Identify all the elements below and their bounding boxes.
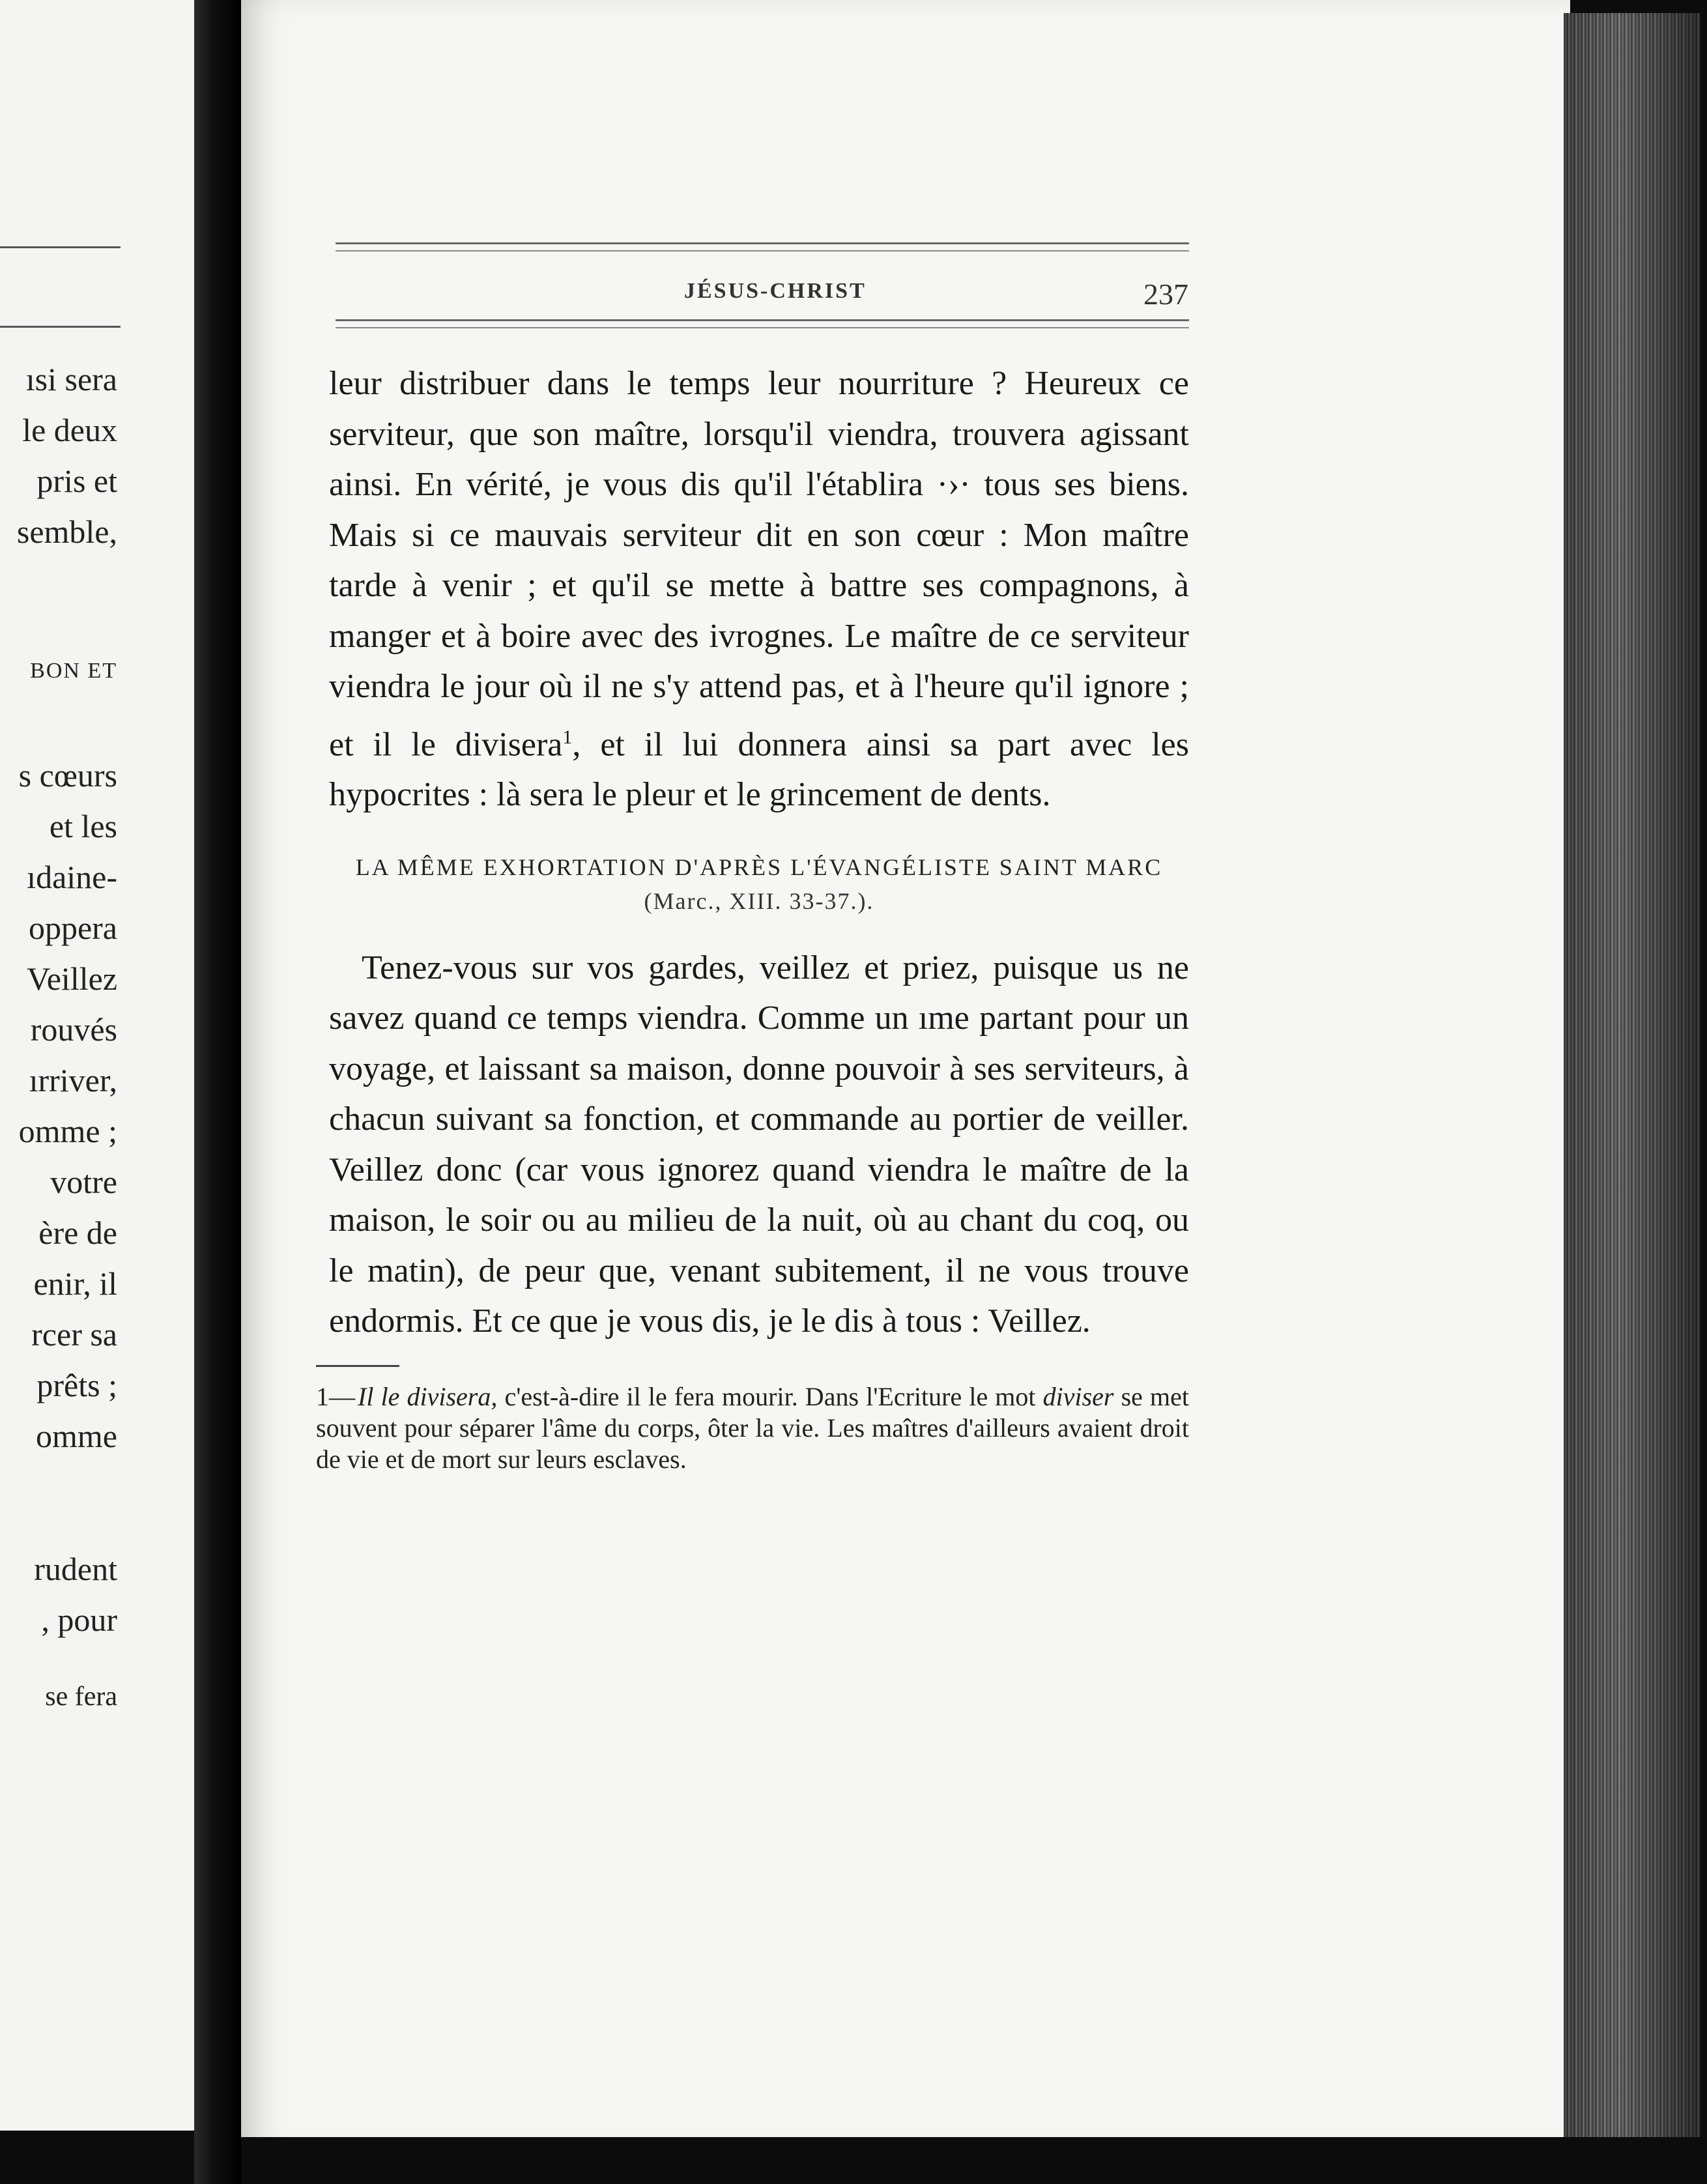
left-page-line: ısi sera	[25, 361, 117, 397]
page-number: 237	[1143, 278, 1188, 311]
left-page-line: se fera	[45, 1682, 117, 1712]
left-page-line: ırriver,	[29, 1062, 117, 1099]
left-page-line: s cœurs	[18, 757, 117, 794]
page-edges	[1564, 13, 1700, 2163]
left-page-line: , pour	[41, 1602, 117, 1638]
left-page-line: pris et	[36, 463, 117, 499]
footnote	[316, 1381, 1189, 1475]
left-page-line: prêts ;	[36, 1367, 117, 1403]
left-page-line: ıdaine-	[27, 859, 117, 895]
footnote-rule	[316, 1365, 399, 1367]
left-page-line: oppera	[28, 910, 117, 946]
previous-page	[0, 0, 194, 2131]
header-rule-top-2	[336, 250, 1189, 251]
footnote-text-2: se met souvent pour séparer l'âme du corps, ôter la vie. Les maîtres d'ailleurs avaient droit de vie et de mort sur leurs esclaves.	[316, 1381, 1189, 1474]
left-page-line: rudent	[34, 1551, 117, 1587]
left-page-line: votre	[50, 1164, 117, 1200]
left-page-line: enir, il	[33, 1265, 117, 1302]
bottom-shadow	[241, 2137, 1707, 2184]
text-block	[316, 358, 1189, 1475]
footnote-text-1: c'est-à-dire il le fera mourir. Dans l'Ecriture le mot	[497, 1381, 1043, 1411]
footnote-italic-word: diviser	[1042, 1381, 1114, 1411]
left-page-header-rule	[0, 246, 121, 248]
paragraph-1	[329, 358, 1189, 820]
left-page-line: ère de	[38, 1214, 117, 1251]
header-rule-bottom-2	[336, 327, 1189, 328]
section-reference: (Marc., XIII. 33-37.).	[644, 887, 874, 914]
left-page-line: rouvés	[30, 1011, 117, 1048]
book-gutter	[194, 0, 241, 2184]
paragraph-1-text: leur distribuer dans le temps leur nourriture ? Heureux ce serviteur, que son maître, lorsqu'il viendra, trouvera agissant ainsi. En vérité, je vous dis qu'il l'établira ·›· tous ses biens. Mais si ce mauvais serviteur dit en son cœur : Mon maître tarde à venir ; et qu'il se mette à battre ses compagnons, à manger et à boire avec des ivrognes. Le maître de ce serviteur viendra le jour où il ne s'y attend pas, et à l'heure qu'il ignore ; et il le divisera	[329, 365, 1189, 763]
left-page-header-rule-2	[0, 326, 121, 328]
paragraph-1-end: , et il lui donnera ainsi sa part avec les hypocrites : là sera le pleur et le grincement de dents.	[329, 725, 1189, 814]
left-page-heading-fragment: BON ET	[30, 659, 117, 683]
footnote-marker[interactable]: 1	[562, 726, 573, 748]
left-page-line: omme	[36, 1418, 117, 1454]
section-heading: LA MÊME EXHORTATION D'APRÈS L'ÉVANGÉLISTE SAINT MARC	[355, 854, 1163, 880]
left-page-line: Veillez	[27, 960, 117, 997]
left-page-line: rcer sa	[31, 1316, 117, 1353]
paragraph-2: Tenez-vous sur vos gardes, veillez et priez, puisque us ne savez quand ce temps viendra. Comme un ıme partant pour un voyage, et laissant sa maison, donne pouvoir à ses serviteurs, à chacun suivant sa fonction, et commande au portier de veiller. Veillez donc (car vous ignorez quand viendra le maître de la maison, le soir ou au milieu de la nuit, où au chant du coq, ou le matin), de peur que, venant subitement, il ne vous trouve endormis. Et ce que je vous dis, je le dis à tous : Veillez.	[329, 949, 1189, 1340]
running-head: JÉSUS-CHRIST	[684, 279, 867, 303]
header-rule-bottom	[336, 319, 1189, 321]
footnote-italic-lead: Il le divisera,	[358, 1381, 498, 1411]
left-page-line: semble,	[16, 513, 117, 550]
header-rule-top	[336, 242, 1189, 244]
footnote-number: 1—	[316, 1381, 355, 1411]
left-page-line: et les	[49, 808, 117, 844]
left-page-line: le deux	[22, 412, 117, 448]
left-page-line: omme ;	[18, 1113, 117, 1149]
